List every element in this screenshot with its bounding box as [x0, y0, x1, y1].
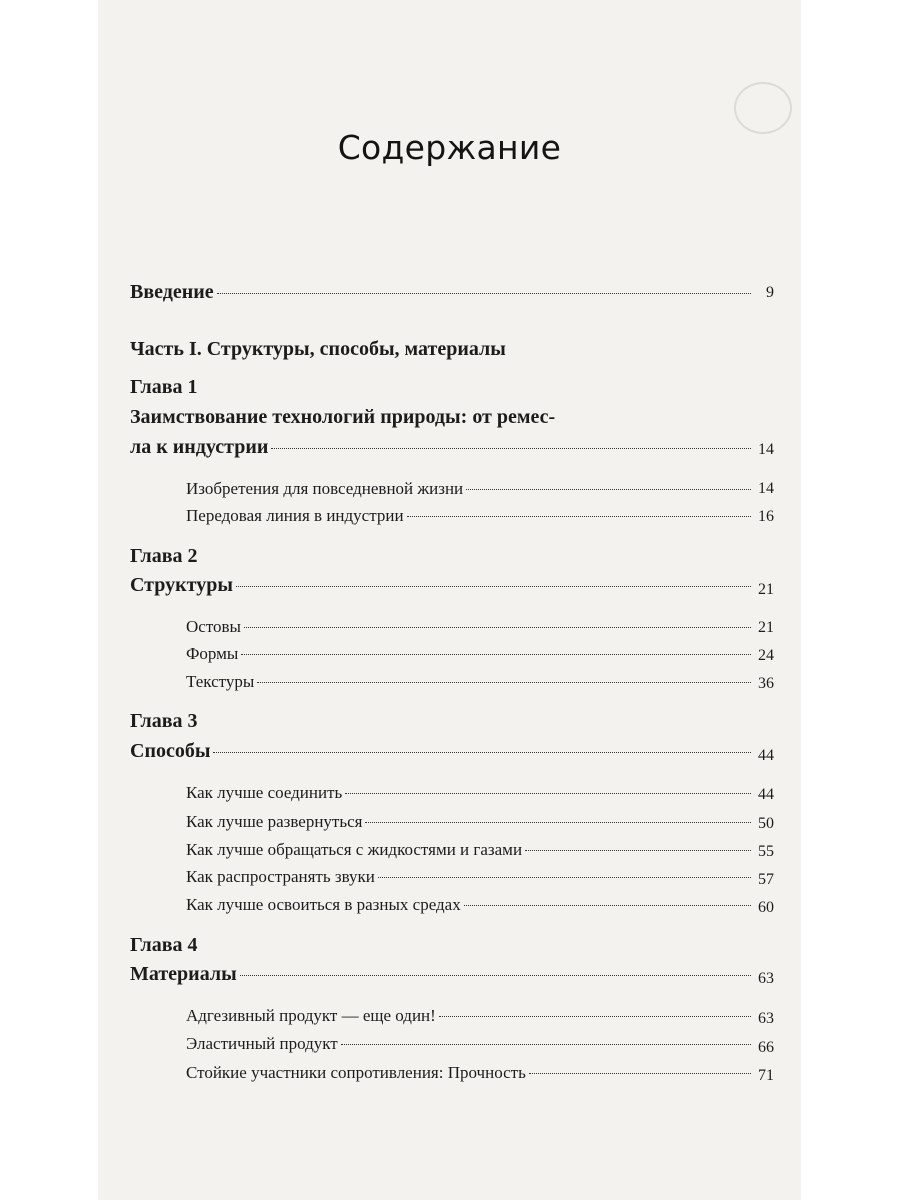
page-title: Содержание — [337, 128, 562, 167]
dot-leader — [529, 1072, 751, 1074]
dot-leader — [213, 751, 751, 753]
dot-leader — [464, 904, 751, 906]
dot-leader — [217, 292, 751, 294]
dot-leader — [341, 1043, 751, 1045]
toc-entry-chapter-3[interactable] — [130, 740, 754, 763]
toc-subentry-label: Адгезивный продукт — еще один! — [186, 1006, 436, 1025]
toc-subentry[interactable] — [186, 479, 754, 499]
toc-page-number: 36 — [758, 675, 774, 692]
toc-entry-chapter-4[interactable] — [130, 963, 754, 986]
chapter-title: Способы — [130, 740, 211, 762]
toc-subentry[interactable] — [186, 672, 754, 692]
chapter-title: Структуры — [130, 574, 233, 596]
toc-subentry-label: Изобретения для повседневной жизни — [186, 479, 464, 498]
chapter-heading: Глава 4 — [130, 934, 198, 956]
toc-page-number: 9 — [766, 284, 774, 301]
toc-page-number: 16 — [758, 508, 774, 525]
toc-subentry-label: Как лучше развернуться — [186, 812, 363, 831]
dot-leader — [378, 876, 751, 878]
toc-subentry[interactable] — [186, 812, 754, 832]
toc-subentry[interactable] — [186, 1063, 754, 1083]
toc-subentry-label: Остовы — [186, 617, 241, 636]
toc-subentry[interactable] — [186, 840, 754, 860]
toc-subentry-label: Формы — [186, 644, 239, 663]
toc-page-number: 24 — [758, 647, 774, 664]
toc-subentry-label: Стойкие участники сопротивления: Прочность — [186, 1063, 526, 1082]
toc-subentry[interactable] — [186, 644, 754, 664]
toc-subentry-label: Текстуры — [186, 672, 255, 691]
dot-leader — [236, 585, 751, 587]
toc-subentry-label: Как распространять звуки — [186, 867, 375, 886]
chapter-heading: Глава 2 — [130, 545, 198, 567]
toc-subentry-label: Эластичный продукт — [186, 1034, 338, 1053]
toc-page-number: 66 — [758, 1039, 774, 1056]
chapter-heading: Глава 3 — [130, 710, 198, 732]
toc-page-number: 14 — [758, 480, 774, 497]
dot-leader — [345, 792, 751, 794]
toc-page-number: 63 — [758, 970, 774, 987]
toc-entry-chapter-1[interactable] — [130, 436, 754, 459]
toc-page-number: 55 — [758, 843, 774, 860]
toc-subentry[interactable] — [186, 506, 754, 526]
toc-page-number: 57 — [758, 871, 774, 888]
chapter-title-line-1[interactable]: Заимствование технологий природы: от ремес- — [130, 406, 556, 428]
toc-subentry[interactable] — [186, 617, 754, 637]
toc-subentry[interactable] — [186, 1006, 754, 1026]
dot-leader — [257, 681, 751, 683]
dot-leader — [240, 974, 751, 976]
toc-subentry[interactable] — [186, 783, 754, 803]
book-page — [98, 0, 801, 1200]
toc-page-number: 21 — [758, 619, 774, 636]
dot-leader — [466, 488, 751, 490]
dot-leader — [407, 515, 751, 517]
toc-page-number: 44 — [758, 747, 774, 764]
toc-subentry-label: Как лучше соединить — [186, 783, 343, 802]
toc-page-number: 60 — [758, 899, 774, 916]
toc-subentry[interactable] — [186, 1034, 754, 1054]
toc-entry-intro[interactable] — [130, 281, 754, 304]
toc-page-number: 14 — [758, 441, 774, 458]
toc-page-number: 21 — [758, 581, 774, 598]
toc-page-number: 63 — [758, 1010, 774, 1027]
dot-leader — [439, 1015, 751, 1017]
toc-page-number: 44 — [758, 786, 774, 803]
toc-page-number: 71 — [758, 1067, 774, 1084]
toc-subentry[interactable] — [186, 867, 754, 887]
chapter-title: Материалы — [130, 963, 237, 985]
toc-page-number: 50 — [758, 815, 774, 832]
dot-leader — [241, 653, 751, 655]
chapter-title-line-2: ла к индустрии — [130, 436, 269, 458]
part-title: Часть I. Структуры, способы, материалы — [130, 338, 506, 360]
table-of-contents — [98, 0, 801, 1200]
dot-leader — [271, 447, 751, 449]
toc-entry-label: Введение — [130, 281, 214, 303]
dot-leader — [365, 821, 751, 823]
dot-leader — [244, 626, 751, 628]
toc-subentry-label: Как лучше освоиться в разных средах — [186, 895, 461, 914]
toc-subentry-label: Как лучше обращаться с жидкостями и газами — [186, 840, 523, 859]
toc-subentry-label: Передовая линия в индустрии — [186, 506, 404, 525]
toc-subentry[interactable] — [186, 895, 754, 915]
dot-leader — [525, 849, 751, 851]
chapter-heading: Глава 1 — [130, 376, 198, 398]
toc-entry-chapter-2[interactable] — [130, 574, 754, 597]
